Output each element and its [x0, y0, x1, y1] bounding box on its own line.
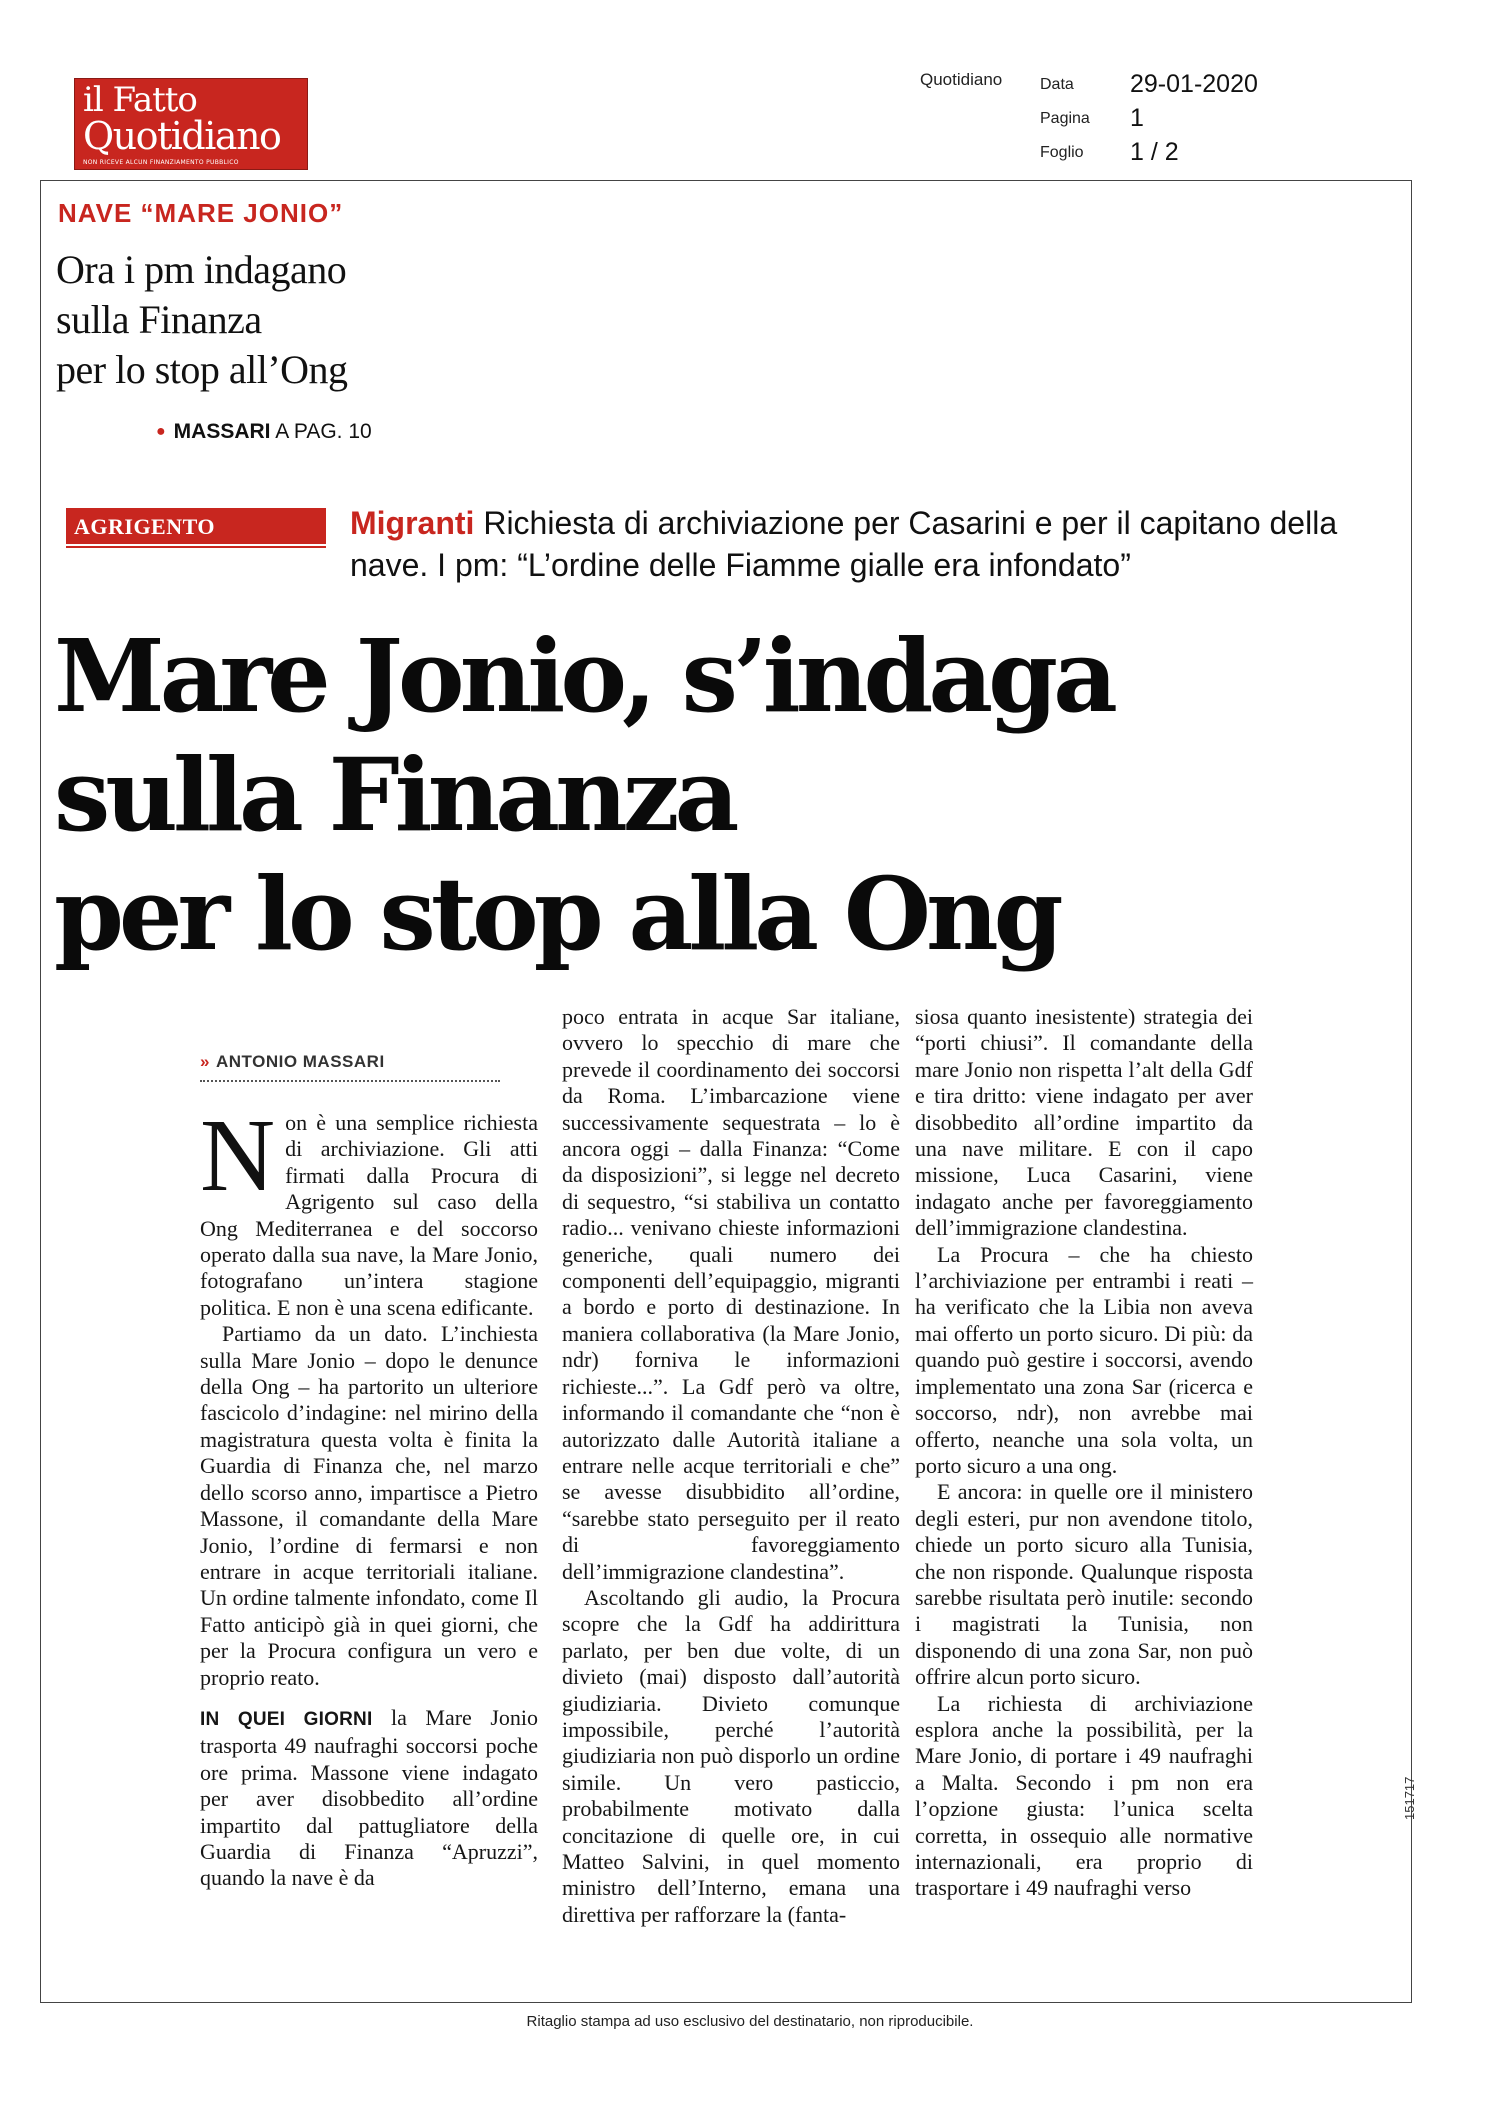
page-reference [156, 420, 372, 444]
teaser-line: per lo stop all’Ong [56, 347, 348, 392]
drop-cap: N [200, 1098, 276, 1213]
paragraph: siosa quanto inesistente) strategia dei “porti chiusi”. Il comandante della mare Jonio non rispetta l’alt della Gdf e tira dritto: viene indagato per aver disobbedito all’ordine impartito da una nave militare. E con il capo missione, Luca Casarini, viene indagato anche per favoreggiamento dell’immigrazione clandestina. [915, 1004, 1253, 1241]
teaser-line: sulla Finanza [56, 297, 262, 342]
teaser-kicker: NAVE “MARE JONIO” [58, 198, 344, 228]
article-column-3 [915, 1004, 1253, 1902]
paragraph: on è una semplice richiesta di archiviazione. Gli atti firmati dalla Procura di Agrigento sul caso della Ong Mediterranea e del soccorso operato dalla sua nave, la Mare Jonio, fotografano un’intera stagione politica. E non è una scena edificante. [200, 1110, 538, 1320]
logo-tagline: NON RICEVE ALCUN FINANZIAMENTO PUBBLICO [83, 159, 239, 166]
date-label: Data [1040, 76, 1074, 93]
paragraph: La Procura – che ha chiesto l’archiviazione per entrambi i reati – ha verificato che la Libia non aveva mai offerto un porto sicuro. Di più: da quando può gestire i soccorsi, avendo implementato una zona Sar (ricerca e soccorso, ndr), non avrebbe mai offerto, neanche una sola volta, un porto sicuro a una ong. [915, 1241, 1253, 1478]
reference-page: A PAG. 10 [275, 420, 372, 443]
chevron-icon: » [200, 1052, 210, 1071]
newspaper-logo [74, 78, 308, 170]
sheet-label: Foglio [1040, 144, 1084, 161]
paragraph: La richiesta di archiviazione esplora anche la possibilità, per la Mare Jonio, di portare i 49 naufraghi a Malta. Secondo i pm non era l’opzione giusta: l’unica scelta corretta, in ossequio alle normative internazionali, era proprio di trasportare i 49 naufraghi verso [915, 1690, 1253, 1901]
logo-line-1: il Fatto [83, 80, 197, 120]
author-name: ANTONIO MASSARI [215, 1052, 385, 1071]
headline-line: per lo stop alla Ong [54, 855, 1059, 973]
paragraph: poco entrata in acque Sar italiane, ovvero lo specchio di mare che prevede il coordinamento dei soccorsi da Roma. L’imbarcazione viene successivamente sequestrata – lo è ancora oggi – dalla Finanza: “Come da disposizioni”, si legge nel decreto di sequestro, “si stabiliva un contatto radio... venivano chieste informazioni generiche, quali numero dei componenti dell’equipaggio, migranti a bordo e porto di destinazione. In maniera collaborativa (la Mare Jonio, ndr) forniva le informazioni richieste...”. La Gdf però va oltre, informando il comandante che “non è autorizzato dalle Autorità italiane a entrare nelle acque territoriali e che” se avesse disubbidito all’ordine, “sarebbe stato perseguito per il reato di favoreggiamento dell’immigrazione clandestina”. [562, 1004, 900, 1584]
article-deck [350, 502, 1390, 586]
paragraph-lead-in: IN QUEI GIORNI [200, 1708, 373, 1730]
headline-line: Mare Jonio, s’indaga [54, 617, 1113, 735]
clipping-code: 151717 [1402, 1776, 1417, 1820]
deck-text: Richiesta di archiviazione per Casarini e per il capitano della nave. I pm: “L’ordine delle Fiamme gialle era infondato” [350, 505, 1338, 583]
section-tag [66, 508, 326, 544]
section-rule [66, 546, 326, 548]
article-column-2 [562, 1004, 900, 1928]
page-label: Pagina [1040, 110, 1090, 127]
teaser-line: Ora i pm indagano [56, 247, 347, 292]
page-value: 1 [1130, 104, 1144, 132]
paragraph: Ascoltando gli audio, la Procura scopre che la Gdf ha addirittura parlato, per ben due volte, di un divieto (mai) disposto dall’autorità giudiziaria. Divieto comunque impossibile, perché l’autorità giudiziaria non può disporlo un ordine simile. Un vero pasticcio, probabilmente motivato dalla concitazione di quelle ore, in cui Matteo Salvini, in quel momento ministro dell’Interno, emana una direttiva per rafforzare la (fanta- [562, 1584, 900, 1927]
footer-note: Ritaglio stampa ad uso esclusivo del destinatario, non riproducibile. [526, 2013, 974, 2030]
paragraph: la Mare Jonio trasporta 49 naufraghi soccorsi poche ore prima. Massone viene indagato per aver disobbedito all’ordine impartito dal pattugliatore della Guardia di Finanza “Apruzzi”, quando la nave è da [200, 1704, 538, 1891]
date-value: 29-01-2020 [1130, 70, 1258, 98]
article-column-1 [200, 1098, 538, 1892]
paragraph: Partiamo da un dato. L’inchiesta sulla Mare Jonio – dopo le denunce della Ong – ha partorito un ulteriore fascicolo d’indagine: nel mirino della magistratura questa volta è finita la Guardia di Finanza che, nel marzo dello scorso anno, impartisce a Pietro Massone, il comandante della Mare Jonio, l’ordine di fermarsi e non entrare in acque territoriali italiane. Un ordine talmente infondato, come Il Fatto anticipò già in quei giorni, che per la Procura configura un vero e proprio reato. [200, 1321, 538, 1690]
logo-line-2: Quotidiano [83, 114, 281, 158]
section-tag-label: AGRIGENTO [74, 514, 216, 539]
publication-type: Quotidiano [920, 70, 1003, 89]
byline-rule [200, 1080, 500, 1082]
byline [200, 1052, 385, 1072]
sheet-value: 1 / 2 [1130, 138, 1179, 166]
headline-line: sulla Finanza [54, 736, 735, 854]
arrow-circle-icon: ● [156, 423, 166, 440]
deck-topic: Migranti [350, 505, 475, 541]
reference-author: MASSARI [173, 420, 271, 443]
paragraph: E ancora: in quelle ore il ministero degli esteri, pur non avendone titolo, chiede un porto sicuro alla Tunisia, che non risponde. Qualunque risposta sarebbe risultata però inutile: secondo i magistrati la Tunisia, non disponendo di una zona Sar, non può offrire alcun porto sicuro. [915, 1479, 1253, 1690]
